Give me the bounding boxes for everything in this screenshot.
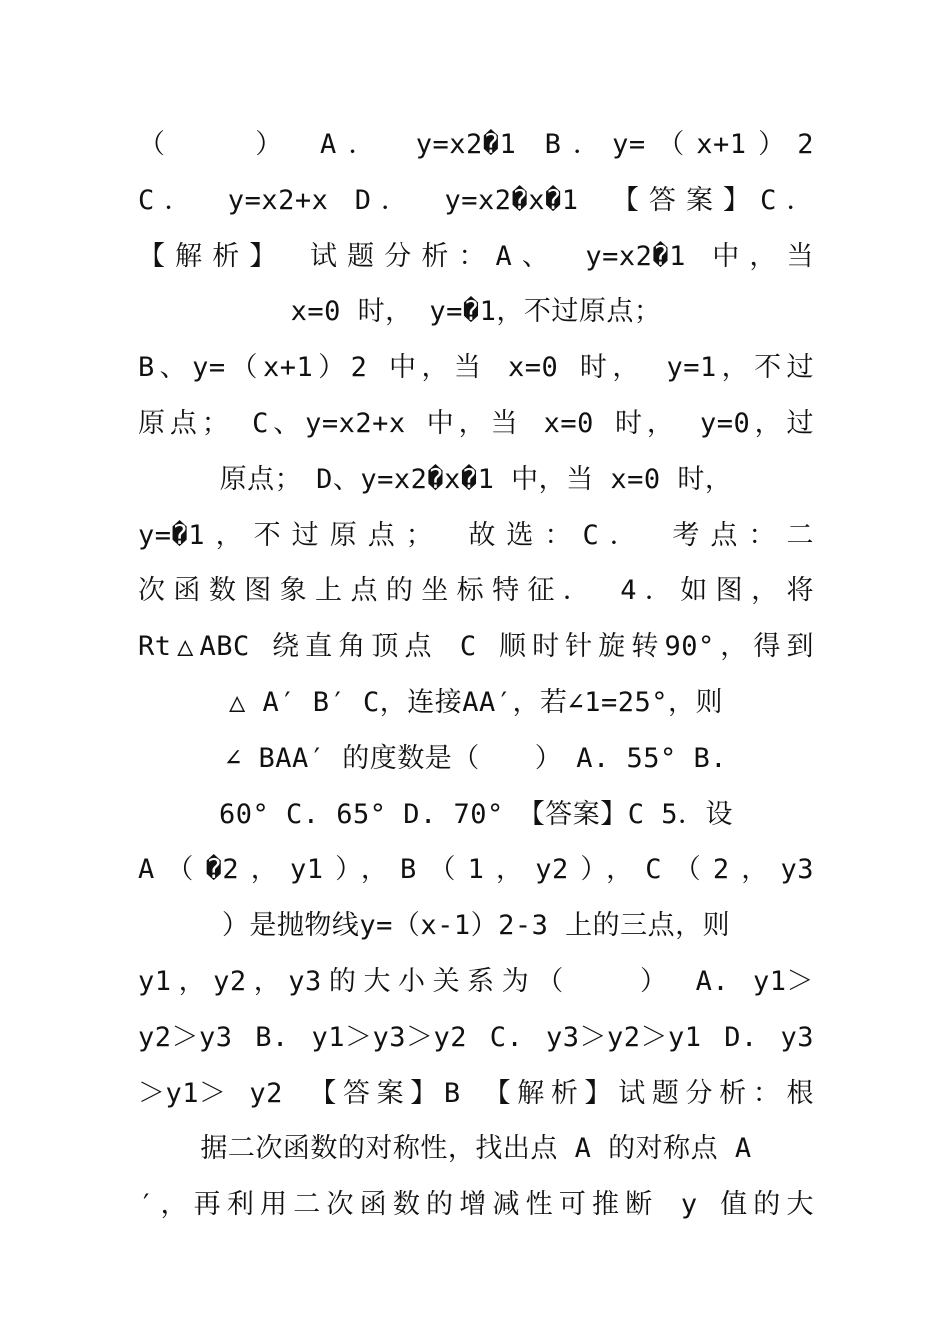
text-line: y=�1，不过原点； 故选：C． 考点：二 xyxy=(138,519,814,551)
text-line: 原点； C、y=x2+x 中，当 x=0 时， y=0，过 xyxy=(138,407,814,439)
text-line: △ A′ B′ C，连接AA′，若∠1=25°，则 xyxy=(228,686,724,718)
text-line: x=0 时， y=�1，不过原点； xyxy=(290,296,662,328)
text-line: Rt△ABC 绕直角顶点 C 顺时针旋转90°，得到 xyxy=(138,631,814,663)
text-line: C． y=x2+x D． y=x2�x�1 【答案】C． xyxy=(138,184,814,216)
text-line: 原点； D、y=x2�x�1 中，当 x=0 时， xyxy=(219,463,733,495)
text-line: B、y=（x+1）2 中，当 x=0 时， y=1，不过 xyxy=(138,352,814,384)
text-line: ∠ BAA′ 的度数是（ ） A. 55° B. xyxy=(224,742,728,774)
text-line: y2＞y3 B. y1＞y3＞y2 C. y3＞y2＞y1 D. y3 xyxy=(138,1021,814,1053)
text-line: A（�2，y1），B（1，y2），C（2，y3 xyxy=(138,854,814,886)
text-line: 【解析】 试题分析：A、 y=x2�1 中，当 xyxy=(138,240,814,272)
text-line: 次函数图象上点的坐标特征． 4．如图，将 xyxy=(138,575,814,607)
text-line: ′，再利用二次函数的增减性可推断 y 值的大 xyxy=(138,1189,814,1221)
text-line: 据二次函数的对称性，找出点 A 的对称点 A xyxy=(200,1133,752,1165)
body-text xyxy=(138,117,814,1233)
text-line: y1，y2，y3的大小关系为（ ） A. y1＞ xyxy=(138,965,814,997)
text-line: 60° C. 65° D. 70° 【答案】C 5．设 xyxy=(218,798,734,830)
text-line: （ ） A． y=x2�1 B．y=（x+1）2 xyxy=(138,129,814,160)
text-line: ）是抛物线y=（x-1）2-3 上的三点，则 xyxy=(221,910,731,942)
text-line: ＞y1＞ y2 【答案】B 【解析】试题分析：根 xyxy=(138,1077,814,1109)
